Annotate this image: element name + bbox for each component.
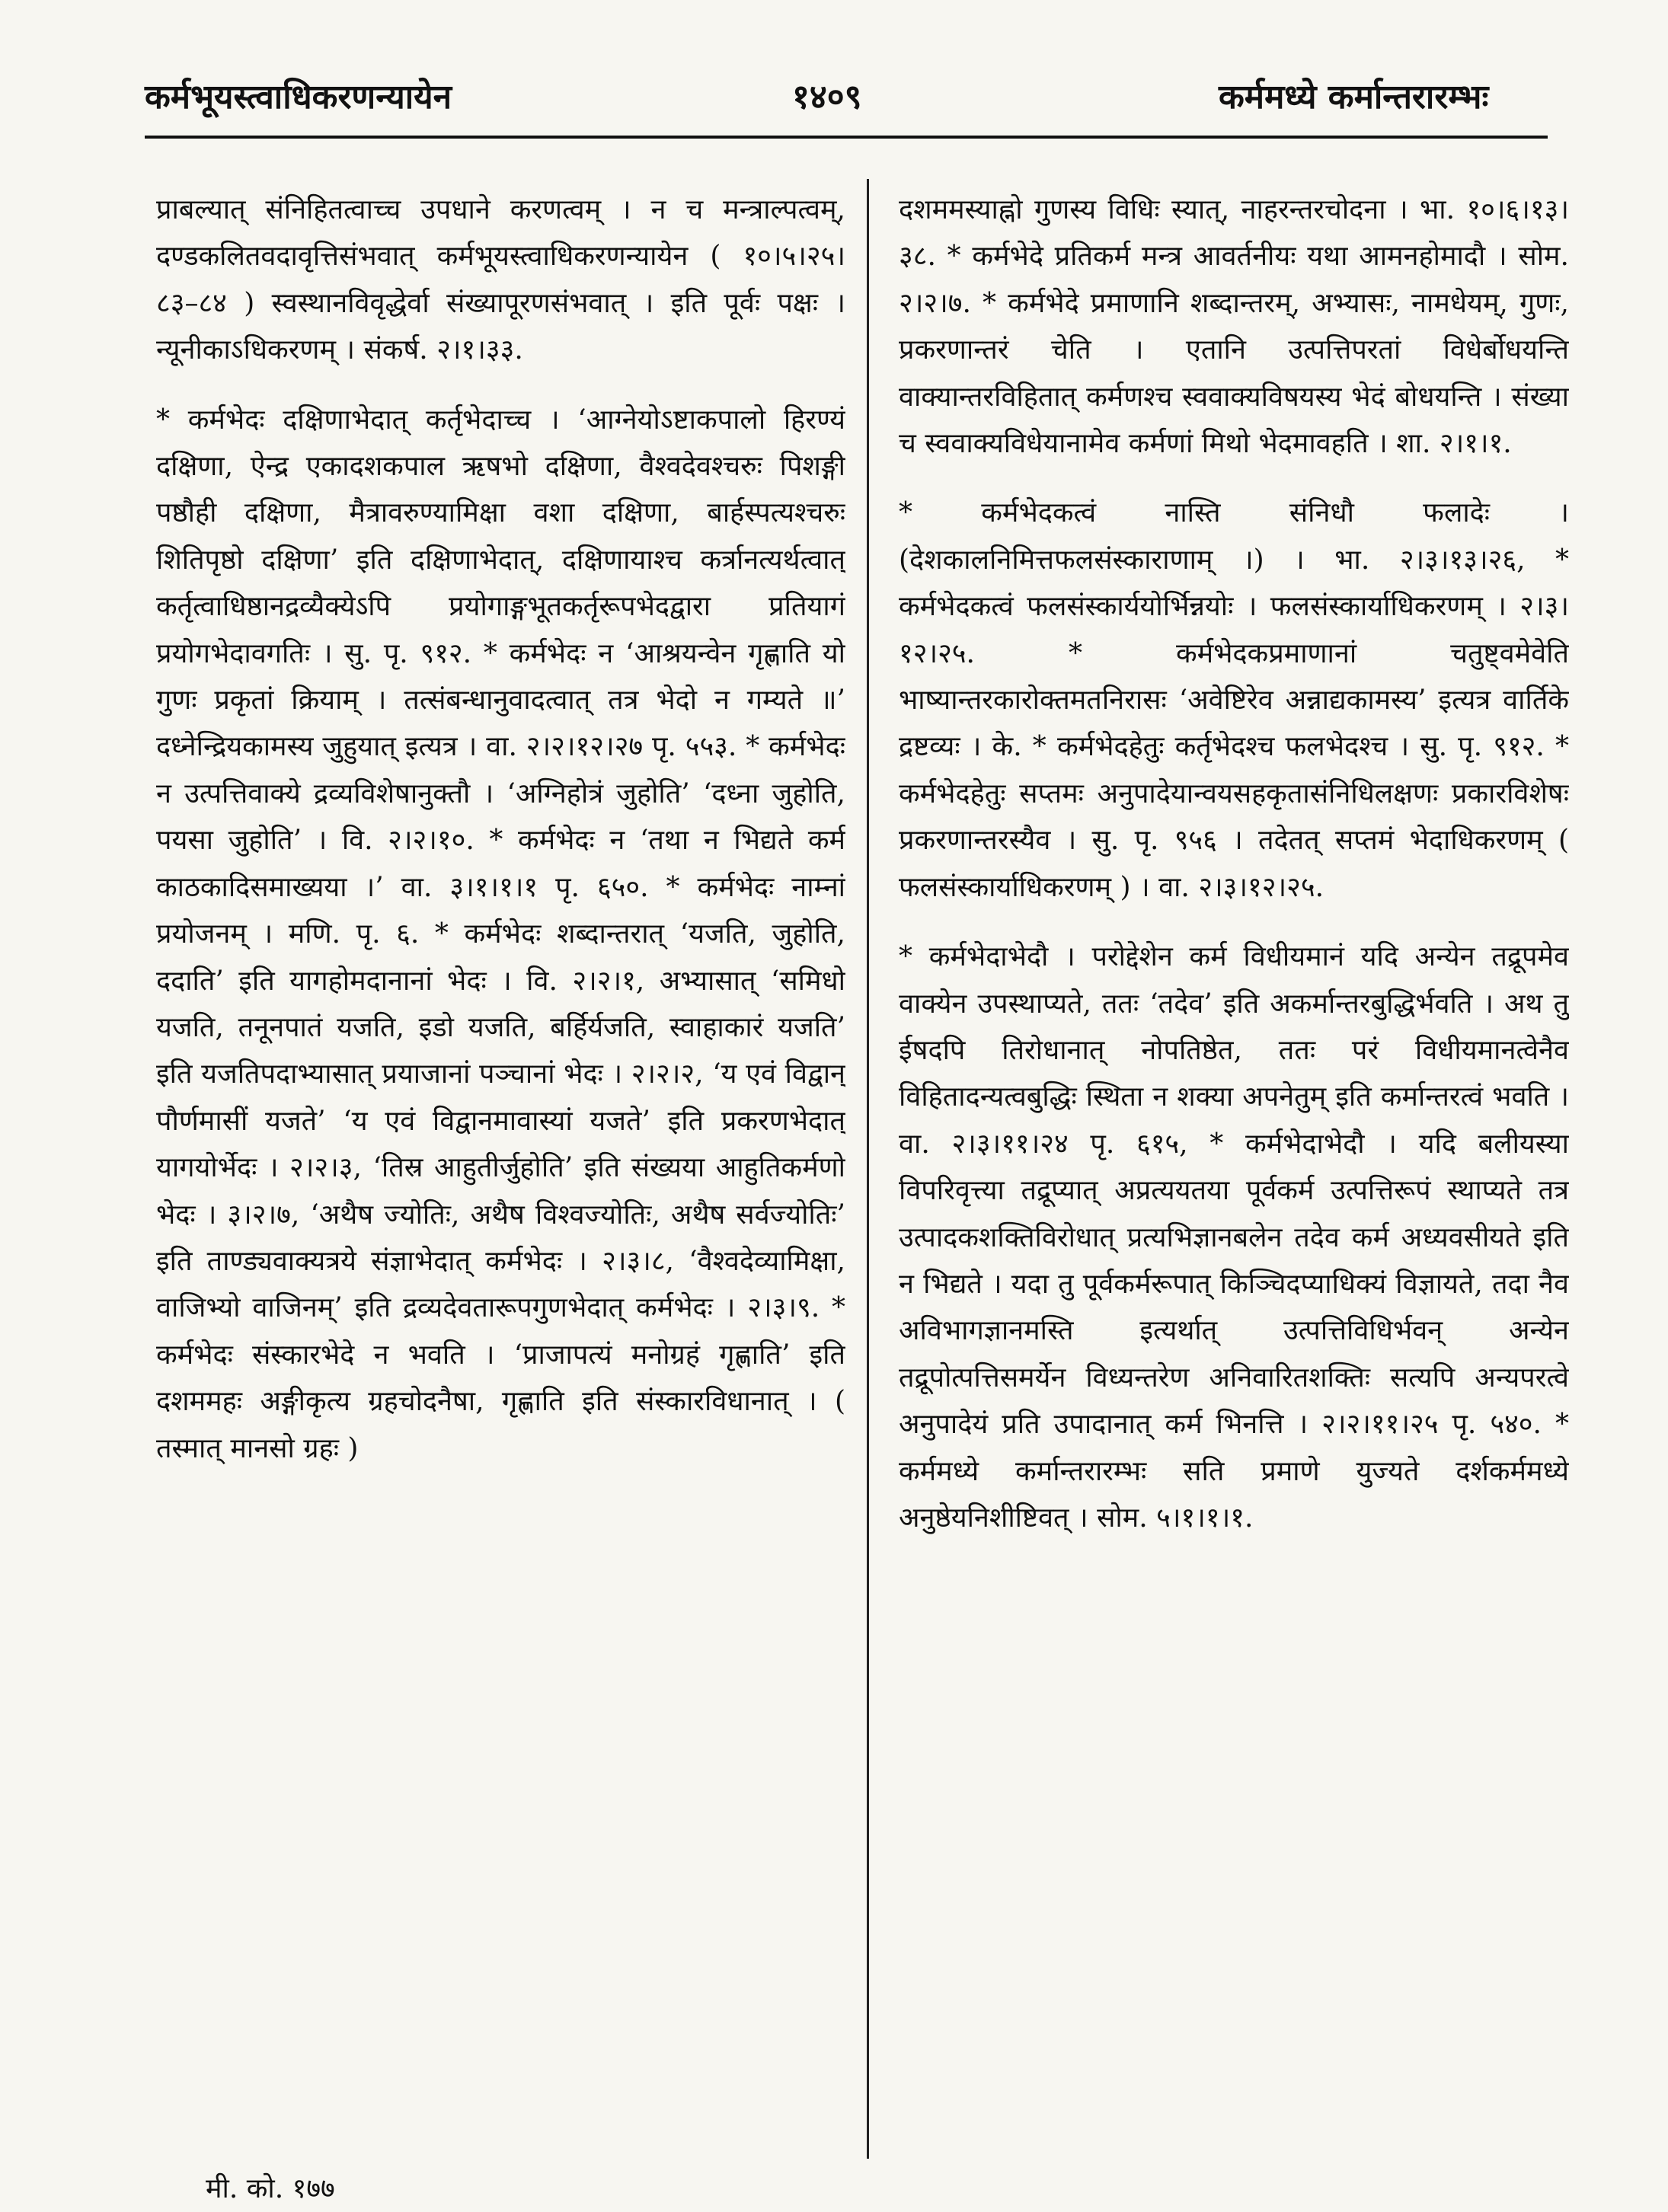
paragraph: * कर्मभेदकत्वं नास्ति संनिधौ फलादेः । (देशकालनिमित्तफलसंस्काराणाम् ।) । भा. २।३।१३।२६, * कर्मभेदकत्वं फलसंस्कार्ययोर्भिन्नयोः । फलसंस्कार्याधिकरणम् । २।३।१२।२५. * कर्मभेदकप्रमाणानां चतुष्ट्वमेवेति भाष्यान्तरकारोक्तमतनिरासः ‘अवेष्टिरेव अन्नाद्यकामस्य’ इत्यत्र वार्तिके द्रष्टव्यः । के. * कर्मभेदहेतुः कर्तृभेदश्च फलभेदश्च । सु. पृ. ९१२. * कर्मभेदहेतुः सप्तमः अनुपादेयान्वयसहकृतासंनिधिलक्षणः प्रकारविशेषः प्रकरणान्तरस्यैव । सु. पृ. ९५६ । तदेतत् सप्तमं भेदाधिकरणम् ( फलसंस्कार्याधिकरणम् ) । वा. २।३।१२।२५. xyxy=(899,497,1569,903)
paragraph: * कर्मभेदाभेदौ । परोद्देशेन कर्म विधीयमानं यदि अन्येन तद्रूपमेव वाक्येन उपस्थाप्यते, ततः ‘तदेव’ इति अकर्मान्तरबुद्धिर्भवति । अथ तु ईषदपि तिरोधानात् नोपतिष्ठेत, ततः परं विधीयमानत्वेनैव विहितादन्यत्वबुद्धिः स्थिता न शक्या अपनेतुम् इति कर्मान्तरत्वं भवति । वा. २।३।११।२४ पृ. ६१५, * कर्मभेदाभेदौ । यदि बलीयस्या विपरिवृत्त्या तद्रूप्यात् अप्रत्ययतया पूर्वकर्म उत्पत्तिरूपं स्थाप्यते तत्र उत्पादकशक्तिविरोधात् प्रत्यभिज्ञानबलेन तदेव कर्म अध्यवसीयते इति न भिद्यते । यदा तु पूर्वकर्मरूपात् किञ्चिदप्याधिक्यं विज्ञायते, तदा नैव अविभागज्ञानमस्ति इत्यर्थात् उत्पत्तिविधिर्भवन् अन्येन तद्रूपोत्पत्तिसमर्येन विध्यन्तरेण अनिवारितशक्तिः सत्यपि अन्यपरत्वे अनुपादेयं प्रति उपादानात् कर्म भिनत्ति । २।२।११।२५ पृ. ५४०. * कर्ममध्ये कर्मान्तरारम्भः सति प्रमाणे युज्यते दर्शकर्ममध्ये अनुष्ठेयनिशीष्टिवत् । सोम. ५।१।१।१. xyxy=(899,941,1569,1534)
footer-signature: मी. को. १७७ xyxy=(206,2173,335,2204)
header-rule xyxy=(145,136,1548,139)
column-divider xyxy=(867,179,869,2159)
paragraph: * कर्मभेदः दक्षिणाभेदात् कर्तृभेदाच्च । ‘आग्नेयोऽष्टाकपालो हिरण्यं दक्षिणा, ऐन्द्र एकादशकपाल ऋषभो दक्षिणा, वैश्वदेवश्चरुः पिशङ्गी पष्ठौही दक्षिणा, मैत्रावरुण्यामिक्षा वशा दक्षिणा, बार्हस्पत्यश्चरुः शितिपृष्ठो दक्षिणा’ इति दक्षिणाभेदात्, दक्षिणायाश्च कर्त्रानत्यर्थत्वात् कर्तृत्वाधिष्ठानद्रव्यैक्येऽपि प्रयोगाङ्गभूतकर्तृरूपभेदद्वारा प्रतियागं प्रयोगभेदावगतिः । सु. पृ. ९१२. * कर्मभेदः न ‘आश्रयन्वेन गृह्णाति यो गुणः प्रकृतां क्रियाम् । तत्संबन्धानुवादत्वात् तत्र भेदो न गम्यते ॥’ दध्नेन्द्रियकामस्य जुहुयात् इत्यत्र । वा. २।२।१२।२७ पृ. ५५३. * कर्मभेदः न उत्पत्तिवाक्ये द्रव्यविशेषानुक्तौ । ‘अग्निहोत्रं जुहोति’ ‘दध्ना जुहोति, पयसा जुहोति’ । वि. २।२।१०. * कर्मभेदः न ‘तथा न भिद्यते कर्म काठकादिसमाख्यया ।’ वा. ३।१।१।१ पृ. ६५०. * कर्मभेदः नाम्नां प्रयोजनम् । मणि. पृ. ६. * कर्मभेदः शब्दान्तरात् ‘यजति, जुहोति, ददाति’ इति यागहोमदानानां भेदः । वि. २।२।१, अभ्यासात् ‘समिधो यजति, तनूनपातं यजति, इडो यजति, बर्हिर्यजति, स्वाहाकारं यजति’ इति यजतिपदाभ्यासात् प्रयाजानां पञ्चानां भेदः । २।२।२, ‘य एवं विद्वान् पौर्णमासीं यजते’ ‘य एवं विद्वानमावास्यां यजते’ इति प्रकरणभेदात् यागयोर्भेदः । २।२।३, ‘तिस्र आहुतीर्जुहोति’ इति संख्यया आहुतिकर्मणो भेदः । ३।२।७, ‘अथैष ज्योतिः, अथैष विश्वज्योतिः, अथैष सर्वज्योतिः’ इति ताण्ड्यवाक्यत्रये संज्ञाभेदात् कर्मभेदः । २।३।८, ‘वैश्वदेव्यामिक्षा, वाजिभ्यो वाजिनम्’ इति द्रव्यदेवतारूपगुणभेदात् कर्मभेदः । २।३।९. * कर्मभेदः संस्कारभेदे न भवति । ‘प्राजापत्यं मनोग्रहं गृह्णाति’ इति दशममहः अङ्गीकृत्य ग्रहचोदनैषा, गृह्णाति इति संस्कारविधानात् । ( तस्मात् मानसो ग्रहः ) xyxy=(156,404,845,1464)
right-column xyxy=(899,187,1569,2166)
page-number: १४०९ xyxy=(792,78,862,117)
paragraph: प्राबल्यात् संनिहितत्वाच्च उपधाने करणत्वम् । न च मन्त्राल्पत्वम्, दण्डकलितवदावृत्तिसंभवात् कर्मभूयस्त्वाधिकरणन्यायेन ( १०।५।२५।८३–८४ ) स्वस्थानविवृद्धेर्वा संख्यापूरणसंभवात् । इति पूर्वः पक्षः । न्यूनीकाऽधिकरणम् । संकर्ष. २।१।३३. xyxy=(156,194,845,366)
paragraph: दशममस्याह्नो गुणस्य विधिः स्यात्, नाहरन्तरचोदना । भा. १०।६।१३।३८. * कर्मभेदे प्रतिकर्म मन्त्र आवर्तनीयः यथा आमनहोमादौ । सोम. २।२।७. * कर्मभेदे प्रमाणानि शब्दान्तरम्, अभ्यासः, नामधेयम्, गुणः, प्रकरणान्तरं चेति । एतानि उत्पत्तिपरतां विधेर्बोधयन्ति वाक्यान्तरविहितात् कर्मणश्च स्ववाक्यविषयस्य भेदं बोधयन्ति । संख्या च स्ववाक्यविधेयानामेव कर्मणां मिथो भेदमावहति । शा. २।१।१. xyxy=(899,194,1569,460)
running-header-left: कर्मभूयस्त्वाधिकरणन्यायेन xyxy=(145,78,452,117)
running-header-right: कर्ममध्ये कर्मान्तरारम्भः xyxy=(1219,78,1489,117)
left-column xyxy=(156,187,845,2166)
